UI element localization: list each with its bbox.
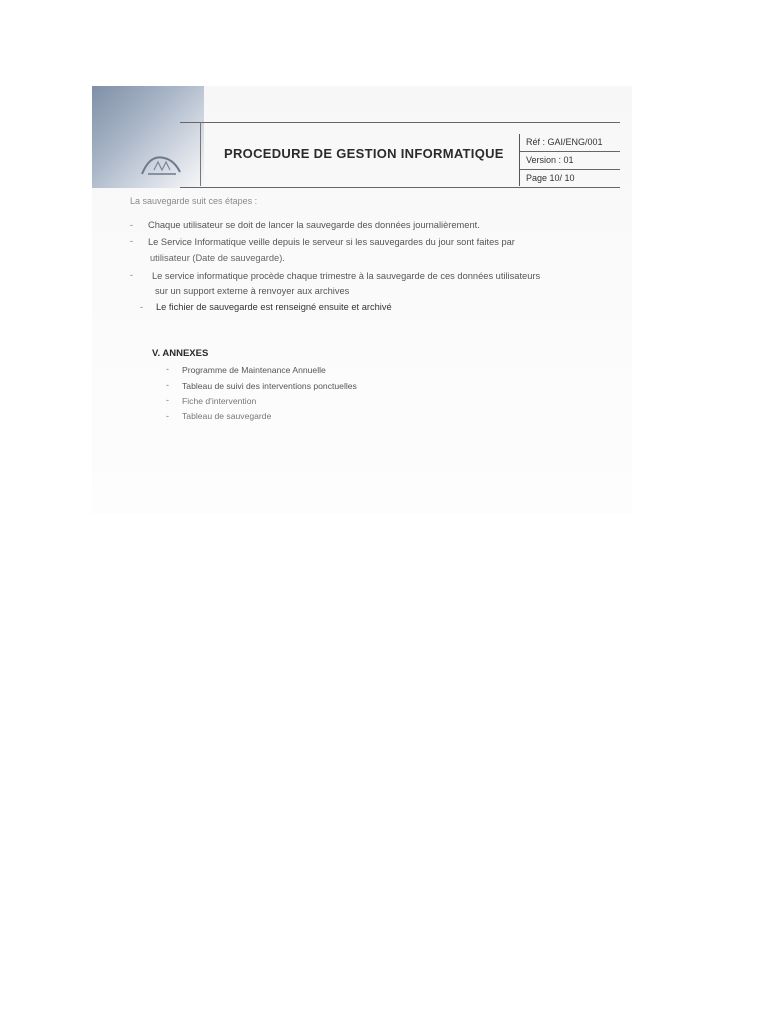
backup-steps-intro: La sauvegarde suit ces étapes :	[130, 196, 258, 206]
bullet-dash: -	[166, 395, 169, 405]
bullet-dash: -	[130, 270, 133, 280]
bullet-dash: -	[130, 236, 133, 246]
backup-step: Le service informatique procède chaque trimestre à la sauvegarde de ces données utilisateurs	[152, 271, 541, 281]
document-metadata	[519, 134, 620, 186]
bullet-dash: -	[140, 302, 143, 312]
bullet-dash: -	[166, 380, 169, 390]
header-logo-divider	[200, 122, 201, 186]
company-logo	[140, 150, 184, 178]
annex-item: Tableau de suivi des interventions ponctuelles	[182, 381, 357, 391]
annex-item: Programme de Maintenance Annuelle	[182, 365, 326, 375]
backup-step: Chaque utilisateur se doit de lancer la sauvegarde des données journalièrement.	[148, 220, 480, 230]
bullet-dash: -	[166, 411, 169, 421]
document-title: PROCEDURE DE GESTION INFORMATIQUE	[224, 146, 504, 161]
backup-step: Le fichier de sauvegarde est renseigné ensuite et archivé	[156, 302, 392, 312]
backup-step-continued: sur un support externe à renvoyer aux archives	[155, 286, 350, 296]
annexes-heading: V. ANNEXES	[152, 348, 209, 359]
annex-item: Tableau de sauvegarde	[182, 411, 272, 421]
page-number: Page 10/ 10	[526, 173, 575, 183]
backup-step-continued: utilisateur (Date de sauvegarde).	[150, 253, 285, 263]
backup-step: Le Service Informatique veille depuis le serveur si les sauvegardes du jour sont faites par	[148, 237, 515, 247]
bullet-dash: -	[166, 364, 169, 374]
bullet-dash: -	[130, 220, 133, 230]
annex-item: Fiche d'intervention	[182, 396, 257, 406]
version-number: Version : 01	[520, 152, 620, 170]
reference-number: Réf : GAI/ENG/001	[520, 134, 620, 152]
